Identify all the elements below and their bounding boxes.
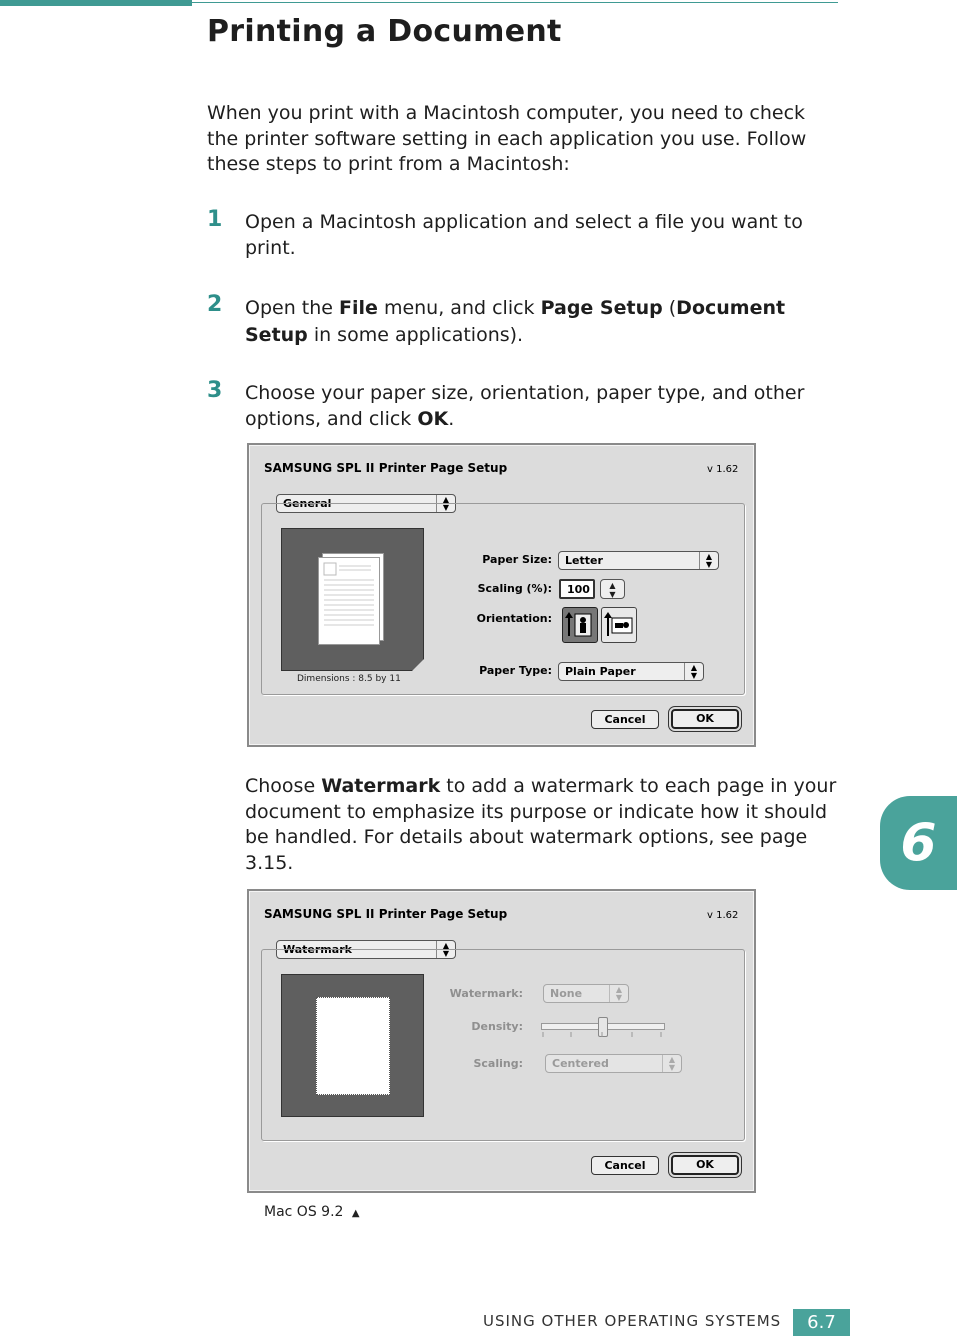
preview-page-lines-icon [319, 558, 379, 644]
dialog-version: v 1.62 [707, 464, 739, 475]
density-ticks [541, 1032, 663, 1038]
paper-type-label: Paper Type: [479, 664, 552, 677]
ok-button[interactable]: OK [671, 709, 739, 729]
preview-sheet [316, 997, 390, 1095]
popup-arrows-icon: ▲ ▼ [436, 495, 455, 512]
watermark-preview [281, 974, 424, 1117]
popup-arrows-icon: ▲ ▼ [436, 941, 455, 958]
portrait-orientation-button[interactable] [562, 607, 598, 643]
step-1-number: 1 [207, 207, 223, 232]
step-2-text: Open the File menu, and click Page Setup (Document Setup in some applications). [245, 297, 786, 346]
ok-button[interactable]: OK [671, 1155, 739, 1175]
watermark-popup[interactable]: None ▲ ▼ [543, 984, 629, 1003]
watermark-paragraph: Choose Watermark to add a watermark to each page in your document to emphasize its purpose or indicate how it should be handled. For details about watermark options, see page 3.15. [245, 775, 837, 874]
page-setup-dialog-general [247, 443, 756, 747]
landscape-orientation-button[interactable] [601, 607, 637, 643]
step-1-text: Open a Macintosh application and select a file you want to print. [245, 211, 803, 259]
os-caption [264, 1204, 360, 1220]
watermark-label: Watermark: [449, 987, 523, 1000]
paper-size-label: Paper Size: [482, 553, 552, 566]
intro-paragraph: When you print with a Macintosh computer, you need to check the printer software setting in each application you use. Follow these steps to print from a Macintosh: [207, 102, 807, 175]
paper-size-popup[interactable]: Letter ▲ ▼ [558, 551, 719, 570]
page-title: Printing a Document [207, 14, 562, 49]
panel-selector-popup[interactable]: General ▲ ▼ [276, 494, 456, 513]
step-3-number: 3 [207, 378, 223, 403]
chapter-tab: 6 [880, 796, 957, 890]
header-rule [192, 2, 838, 3]
preview-sheet [318, 557, 380, 645]
header-accent-bar [0, 0, 192, 6]
orientation-label: Orientation: [476, 612, 552, 625]
dialog-version: v 1.62 [707, 910, 739, 921]
scaling-stepper[interactable]: ▲ ▼ [600, 579, 625, 599]
step-3-text: Choose your paper size, orientation, paper type, and other options, and click OK. [245, 382, 805, 430]
panel-selector-popup[interactable]: Watermark ▲ ▼ [276, 940, 456, 959]
popup-arrows-icon: ▲ ▼ [699, 552, 718, 569]
density-label: Density: [471, 1020, 523, 1033]
cancel-button[interactable]: Cancel [591, 710, 659, 729]
popup-arrows-icon: ▲ ▼ [662, 1055, 681, 1072]
watermark-scaling-popup[interactable]: Centered ▲ ▼ [545, 1054, 682, 1073]
dialog-title: SAMSUNG SPL II Printer Page Setup [264, 907, 508, 921]
popup-arrows-icon: ▲ ▼ [609, 985, 628, 1002]
paper-type-popup[interactable]: Plain Paper ▲ ▼ [558, 662, 704, 681]
footer-text: USING OTHER OPERATING SYSTEMS [483, 1312, 782, 1330]
landscape-person-icon [602, 608, 636, 642]
scaling-label: Scaling: [473, 1057, 523, 1070]
os-caption-text: Mac OS 9.2 [264, 1204, 344, 1220]
page-preview [281, 528, 424, 671]
page-number: 6.7 [793, 1309, 850, 1336]
step-2-number: 2 [207, 292, 223, 317]
scaling-label: Scaling (%): [477, 582, 552, 595]
preview-corner [412, 659, 424, 671]
footer-section-title [483, 1312, 781, 1330]
caret-up-icon: ▲ [351, 1208, 360, 1219]
density-slider[interactable] [541, 1017, 663, 1037]
cancel-button[interactable]: Cancel [591, 1156, 659, 1175]
portrait-person-icon [563, 608, 597, 642]
dimensions-label: Dimensions : 8.5 by 11 [297, 674, 401, 684]
popup-arrows-icon: ▲ ▼ [684, 663, 703, 680]
dialog-title: SAMSUNG SPL II Printer Page Setup [264, 461, 508, 475]
scaling-input[interactable]: 100 [559, 579, 595, 599]
page-setup-dialog-watermark [247, 889, 756, 1193]
